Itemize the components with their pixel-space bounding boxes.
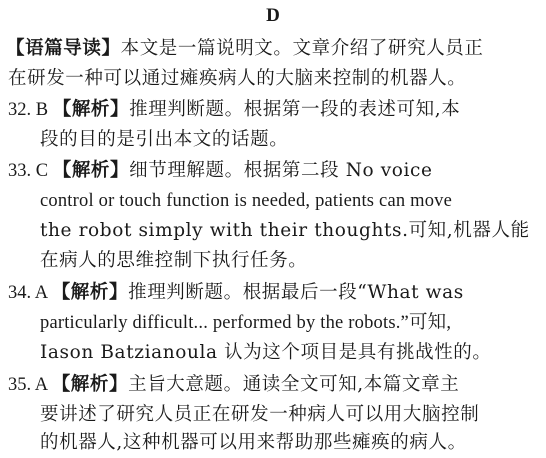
q34-tag: 【解析】 [51,282,129,303]
intro-text-1: 本文是一篇说明文。文章介绍了研究人员正 [120,38,484,59]
q34-line-3 [40,338,492,368]
q35-line-3 [40,428,467,458]
q34-text-3: Iason Batzianoula 认为这个项目是具有挑战性的。 [40,342,492,363]
q35-text-2: 要讲述了研究人员正在研发一种病人可以用大脑控制 [40,404,480,425]
intro-line-1 [6,34,484,64]
section-heading: D [266,5,280,26]
q33-text-1: 细节理解题。根据第二段 No voice [129,160,433,181]
q33-line-3 [40,216,530,246]
q32-text-2: 段的目的是引出本文的话题。 [40,129,289,150]
q34-text-2: particularly difficult... performed by the robots.”可知, [40,313,452,333]
q34-line-1 [8,278,464,308]
intro-line-2 [8,64,466,94]
q33-line-1 [8,156,433,186]
q35-text-3: 的机器人,这种机器可以用来帮助那些瘫痪的病人。 [40,432,467,453]
q34-text-1: 推理判断题。根据最后一段“What was [128,282,464,303]
q33-tag: 【解析】 [52,160,130,181]
intro-text-2: 在研发一种可以通过瘫痪病人的大脑来控制的机器人。 [8,68,467,89]
q33-text-4: 在病人的思维控制下执行任务。 [40,250,308,271]
q33-number: 33. C [8,161,53,181]
q32-line-2 [40,125,288,155]
q35-text-1: 主旨大意题。通读全文可知,本篇文章主 [128,374,460,395]
q34-number: 34. A [8,283,52,303]
q33-line-4 [40,246,307,276]
intro-label: 【语篇导读】 [6,38,121,59]
q32-line-1 [8,95,460,125]
q35-tag: 【解析】 [51,374,129,395]
q35-line-2 [40,400,479,430]
q32-text-1: 推理判断题。根据第一段的表述可知,本 [129,99,461,120]
q32-number: 32. B [8,100,53,120]
q35-number: 35. A [8,375,52,395]
q33-line-2 [40,186,452,216]
q33-text-2: control or touch function is needed, patients can move [40,191,453,211]
q33-text-3: the robot simply with their thoughts.可知,机器人能 [40,220,530,241]
q32-tag: 【解析】 [52,99,130,120]
q34-line-2 [40,308,451,338]
q35-line-1 [8,370,459,400]
